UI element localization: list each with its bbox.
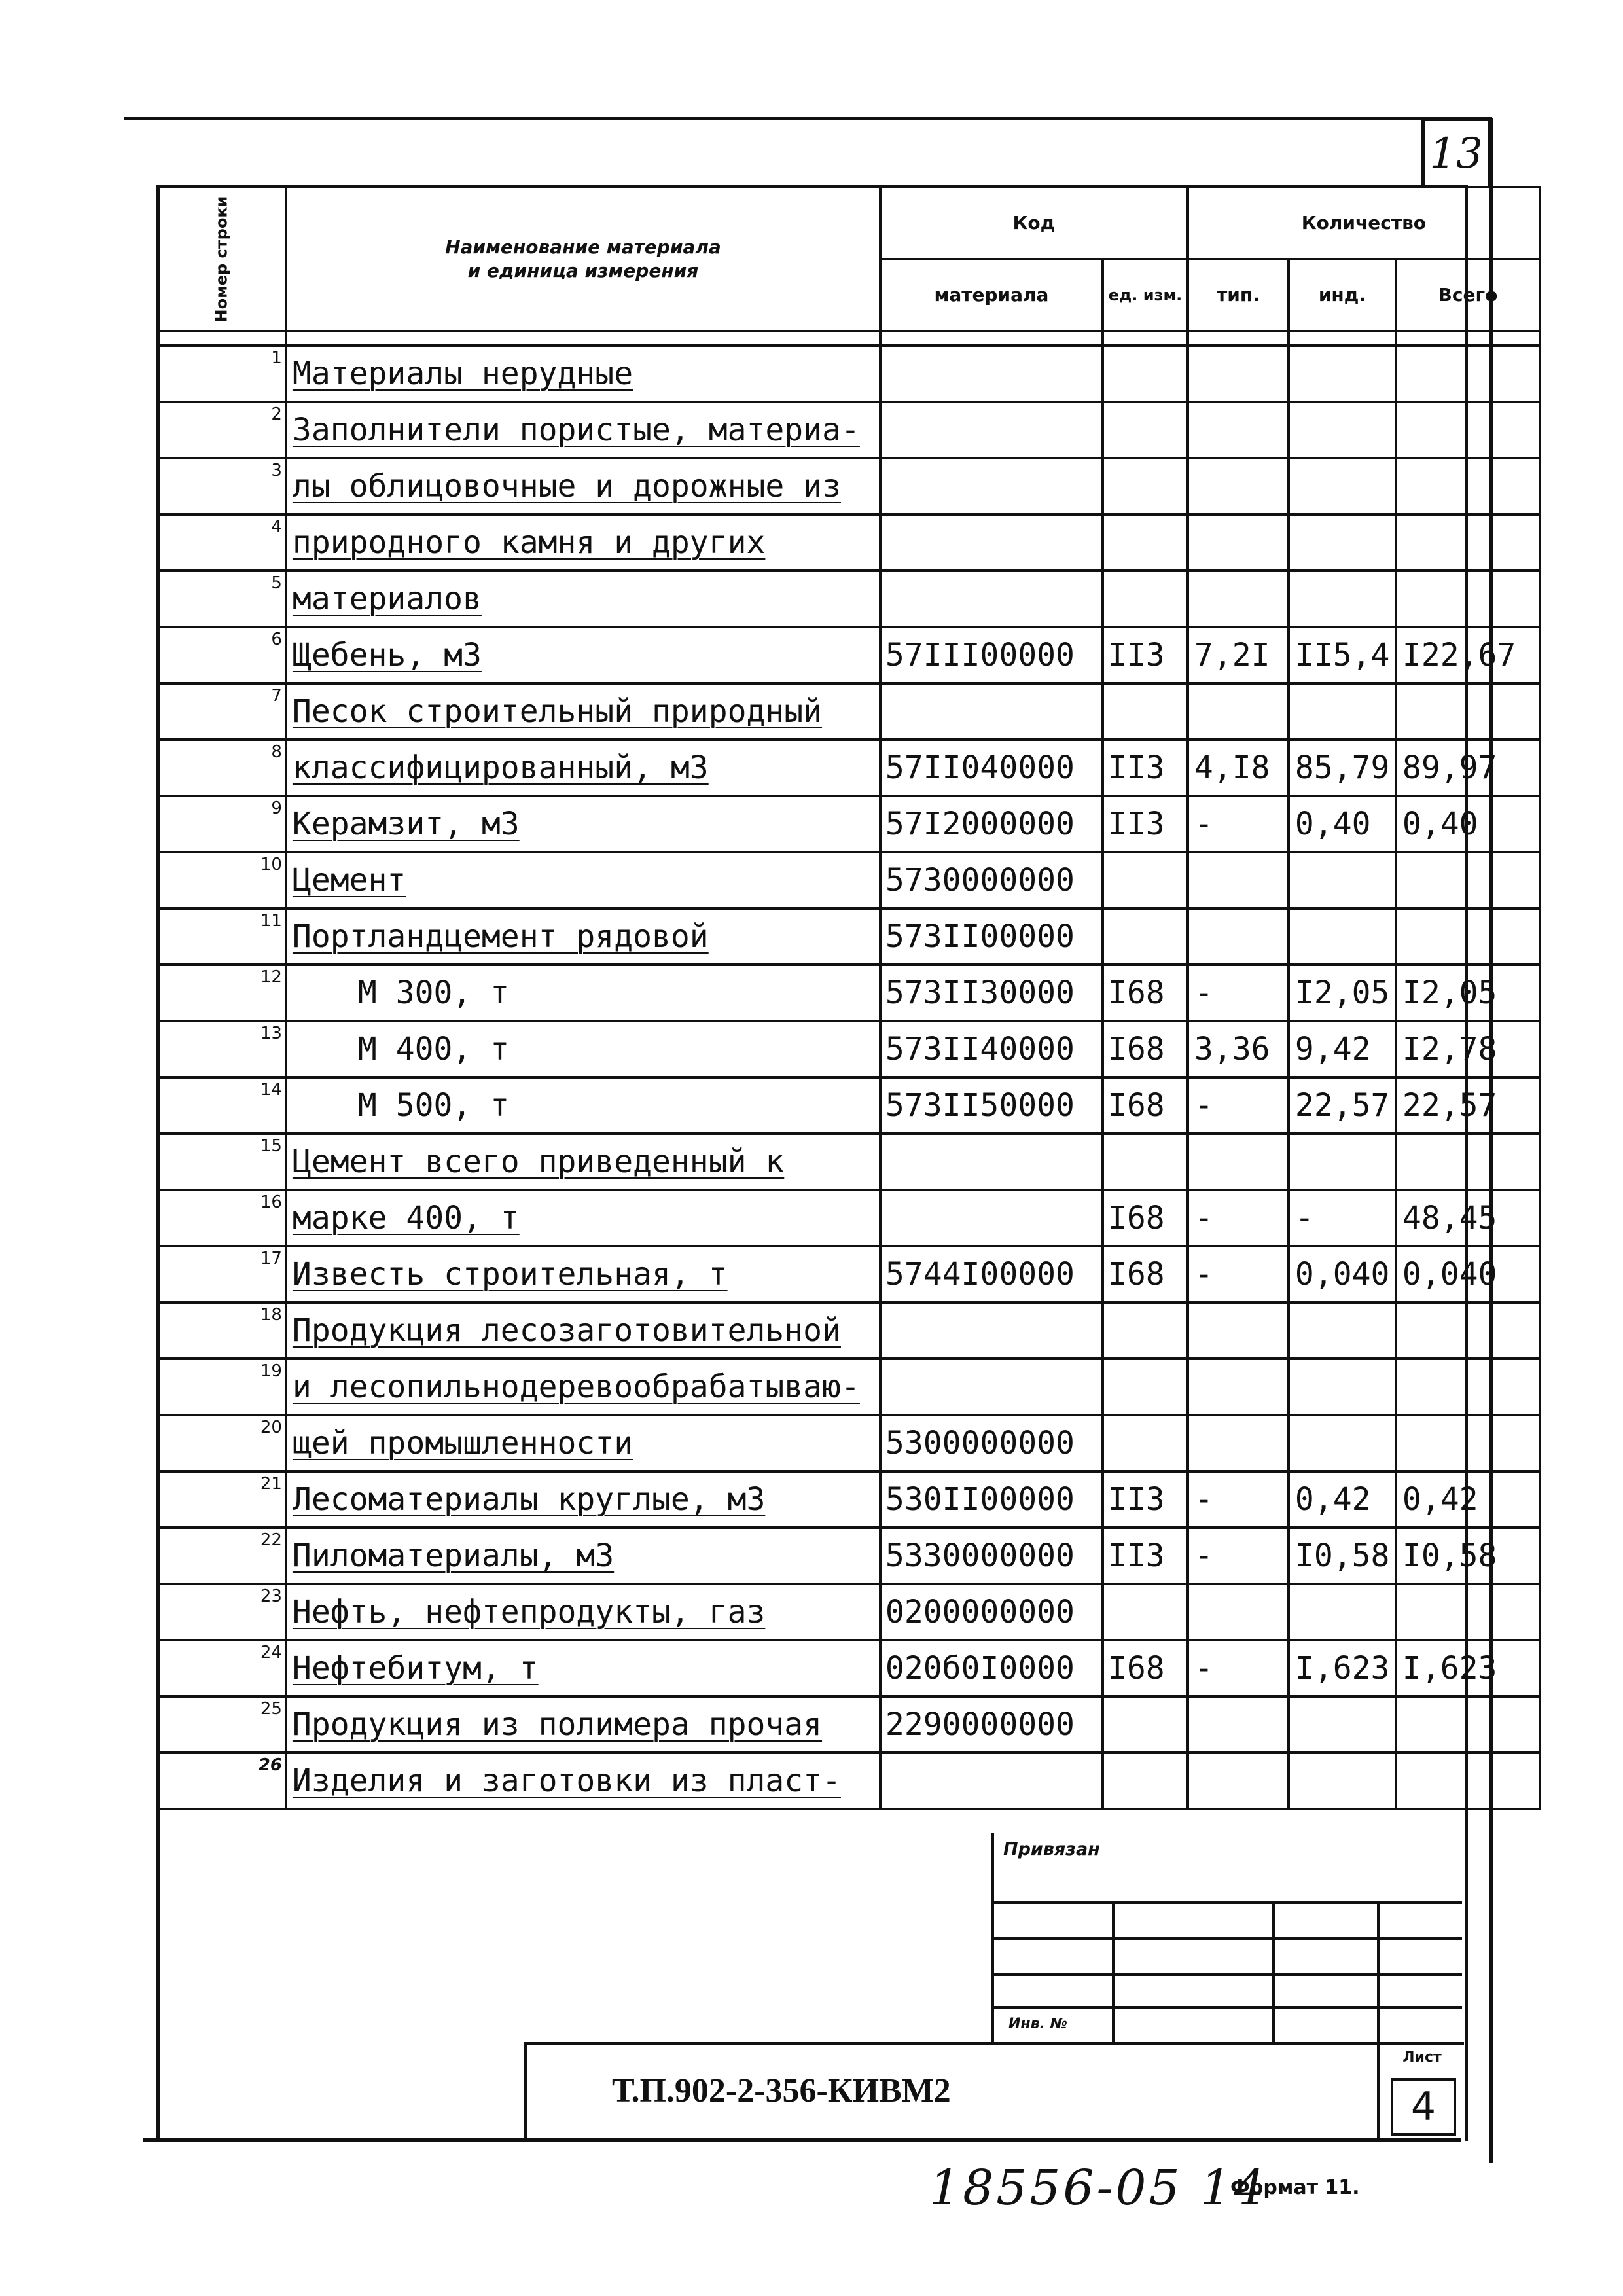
qty-typ: 4,I8 <box>1188 740 1289 796</box>
material-name: Цемент <box>286 852 880 908</box>
material-name: классифицированный, м3 <box>286 740 880 796</box>
qty-total <box>1396 1584 1540 1640</box>
row-number: 20 <box>157 1415 286 1471</box>
material-name: Портландцемент рядовой <box>286 908 880 965</box>
quantity-header: Количество <box>1188 187 1540 259</box>
unit-code: I68 <box>1103 1077 1188 1134</box>
inventory-number-label: Инв. № <box>1008 2016 1068 2032</box>
qty-total: 89,97 <box>1396 740 1540 796</box>
material-code: 573II30000 <box>880 965 1103 1021</box>
qty-typ <box>1188 458 1289 514</box>
material-name: природного камня и других <box>286 514 880 571</box>
header-spacer <box>157 331 1540 346</box>
qty-ind: 0,040 <box>1289 1246 1396 1302</box>
qty-total <box>1396 683 1540 740</box>
unit-code <box>1103 1584 1188 1640</box>
sheet-label: Лист <box>1402 2049 1442 2066</box>
material-name-header <box>286 187 880 331</box>
table-row <box>157 1471 1540 1528</box>
material-code: 5330000000 <box>880 1528 1103 1584</box>
material-name: Песок строительный природный <box>286 683 880 740</box>
qty-typ: - <box>1188 1471 1289 1528</box>
qty-total: 0,40 <box>1396 796 1540 852</box>
table-row <box>157 740 1540 796</box>
qty-typ: - <box>1188 1246 1289 1302</box>
material-name: Керамзит, м3 <box>286 796 880 852</box>
unit-code <box>1103 1415 1188 1471</box>
unit-code <box>1103 1134 1188 1190</box>
table-row <box>157 1528 1540 1584</box>
material-name: Цемент всего приведенный к <box>286 1134 880 1190</box>
material-code <box>880 571 1103 627</box>
material-code: 573II00000 <box>880 908 1103 965</box>
material-name: щей промышленности <box>286 1415 880 1471</box>
row-number: 21 <box>157 1471 286 1528</box>
unit-code <box>1103 1302 1188 1359</box>
table-row <box>157 796 1540 852</box>
unit-code: II3 <box>1103 796 1188 852</box>
material-code: 57III00000 <box>880 627 1103 683</box>
qty-typ <box>1188 1134 1289 1190</box>
row-number: 7 <box>157 683 286 740</box>
table-row <box>157 1753 1540 1809</box>
material-name: М 300, т <box>286 965 880 1021</box>
qty-total <box>1396 1696 1540 1753</box>
unit-code <box>1103 346 1188 402</box>
qty-ind: I2,05 <box>1289 965 1396 1021</box>
qty-ind: I0,58 <box>1289 1528 1396 1584</box>
qty-typ: - <box>1188 1640 1289 1696</box>
qty-typ <box>1188 571 1289 627</box>
qty-ind: 85,79 <box>1289 740 1396 796</box>
qty-total <box>1396 1134 1540 1190</box>
row-number: 1 <box>157 346 286 402</box>
material-code: 020б0I0000 <box>880 1640 1103 1696</box>
unit-code: I68 <box>1103 1246 1188 1302</box>
material-name: Известь строительная, т <box>286 1246 880 1302</box>
material-name: Изделия и заготовки из пласт- <box>286 1753 880 1809</box>
qty-total: I,623 <box>1396 1640 1540 1696</box>
page-number: 13 <box>1421 118 1491 187</box>
qty-total <box>1396 1359 1540 1415</box>
qty-total <box>1396 458 1540 514</box>
qty-typ <box>1188 683 1289 740</box>
sheet-box <box>1377 2045 1464 2141</box>
qty-ind: 0,42 <box>1289 1471 1396 1528</box>
unit-code: I68 <box>1103 1190 1188 1246</box>
qty-total-header: Всего <box>1396 259 1540 331</box>
unit-code: I68 <box>1103 1021 1188 1077</box>
qty-typ <box>1188 908 1289 965</box>
qty-total <box>1396 1415 1540 1471</box>
material-code <box>880 514 1103 571</box>
material-code: 0200000000 <box>880 1584 1103 1640</box>
material-code <box>880 402 1103 458</box>
row-number: 2 <box>157 402 286 458</box>
material-code <box>880 1190 1103 1246</box>
unit-code <box>1103 1696 1188 1753</box>
qty-typ <box>1188 852 1289 908</box>
material-name: лы облицовочные и дорожные из <box>286 458 880 514</box>
stamp-line-3 <box>994 1973 1462 1976</box>
qty-total: 0,42 <box>1396 1471 1540 1528</box>
row-number: 11 <box>157 908 286 965</box>
material-name: материалов <box>286 571 880 627</box>
row-number: 13 <box>157 1021 286 1077</box>
table-row <box>157 402 1540 458</box>
qty-ind <box>1289 402 1396 458</box>
material-code <box>880 683 1103 740</box>
stamp-vline-2 <box>1272 1901 1275 2042</box>
table-row <box>157 852 1540 908</box>
qty-typ <box>1188 1302 1289 1359</box>
unit-code <box>1103 852 1188 908</box>
qty-ind: 22,57 <box>1289 1077 1396 1134</box>
table-row <box>157 1246 1540 1302</box>
code-header: Код <box>880 187 1188 259</box>
material-name: и лесопильнодеревообрабатываю- <box>286 1359 880 1415</box>
table-row <box>157 1584 1540 1640</box>
qty-ind: - <box>1289 1190 1396 1246</box>
qty-typ <box>1188 1584 1289 1640</box>
qty-ind: 9,42 <box>1289 1021 1396 1077</box>
material-name-header-line2: и единица измерения <box>467 260 699 281</box>
material-code: 57I2000000 <box>880 796 1103 852</box>
material-code: 530II00000 <box>880 1471 1103 1528</box>
table-row <box>157 683 1540 740</box>
qty-ind <box>1289 514 1396 571</box>
qty-total: I22,67 <box>1396 627 1540 683</box>
qty-ind: 0,40 <box>1289 796 1396 852</box>
qty-ind-header: инд. <box>1289 259 1396 331</box>
qty-typ <box>1188 1359 1289 1415</box>
unit-code <box>1103 683 1188 740</box>
unit-code <box>1103 571 1188 627</box>
unit-code: II3 <box>1103 627 1188 683</box>
qty-typ: - <box>1188 796 1289 852</box>
stamp-vline-1 <box>1112 1901 1115 2042</box>
row-number: 8 <box>157 740 286 796</box>
handwritten-number: 18556-05 14 <box>929 2160 1268 2216</box>
qty-typ-header: тип. <box>1188 259 1289 331</box>
qty-ind <box>1289 1302 1396 1359</box>
qty-total <box>1396 402 1540 458</box>
qty-typ <box>1188 1415 1289 1471</box>
table-row <box>157 1696 1540 1753</box>
unit-code <box>1103 1753 1188 1809</box>
material-code <box>880 1134 1103 1190</box>
row-number-header <box>157 187 286 331</box>
qty-ind <box>1289 1696 1396 1753</box>
attachment-stamp <box>991 1833 1462 2042</box>
material-name: Продукция лесозаготовительной <box>286 1302 880 1359</box>
material-code: 573II40000 <box>880 1021 1103 1077</box>
qty-total <box>1396 1753 1540 1809</box>
row-number-header-label: Номер строки <box>212 196 231 323</box>
material-code <box>880 1359 1103 1415</box>
material-code <box>880 1753 1103 1809</box>
row-number: 25 <box>157 1696 286 1753</box>
table-row <box>157 1640 1540 1696</box>
table-row <box>157 1021 1540 1077</box>
unit-code <box>1103 1359 1188 1415</box>
header-row-1 <box>157 187 1540 259</box>
row-number: 12 <box>157 965 286 1021</box>
material-name: М 400, т <box>286 1021 880 1077</box>
qty-ind: II5,4 <box>1289 627 1396 683</box>
row-number: 14 <box>157 1077 286 1134</box>
table-row <box>157 1302 1540 1359</box>
qty-total <box>1396 852 1540 908</box>
material-name: Продукция из полимера прочая <box>286 1696 880 1753</box>
qty-typ <box>1188 514 1289 571</box>
unit-code: II3 <box>1103 1471 1188 1528</box>
qty-typ: 3,36 <box>1188 1021 1289 1077</box>
qty-ind: I,623 <box>1289 1640 1396 1696</box>
material-name: Щебень, м3 <box>286 627 880 683</box>
table-row <box>157 627 1540 683</box>
table-row <box>157 458 1540 514</box>
table-row <box>157 908 1540 965</box>
qty-total <box>1396 571 1540 627</box>
qty-ind <box>1289 1584 1396 1640</box>
stamp-line-4 <box>994 2006 1462 2009</box>
unit-code <box>1103 402 1188 458</box>
qty-ind <box>1289 1753 1396 1809</box>
qty-ind <box>1289 346 1396 402</box>
row-number: 18 <box>157 1302 286 1359</box>
qty-total: 0,040 <box>1396 1246 1540 1302</box>
qty-total: 48,45 <box>1396 1190 1540 1246</box>
row-number: 23 <box>157 1584 286 1640</box>
material-name: Нефть, нефтепродукты, газ <box>286 1584 880 1640</box>
qty-ind <box>1289 852 1396 908</box>
row-number: 15 <box>157 1134 286 1190</box>
qty-ind <box>1289 683 1396 740</box>
row-number: 16 <box>157 1190 286 1246</box>
material-name: М 500, т <box>286 1077 880 1134</box>
stamp-line-2 <box>994 1937 1462 1940</box>
table-row <box>157 965 1540 1021</box>
qty-total: 22,57 <box>1396 1077 1540 1134</box>
row-number: 17 <box>157 1246 286 1302</box>
material-name: Материалы нерудные <box>286 346 880 402</box>
row-number: 19 <box>157 1359 286 1415</box>
bottom-rule <box>143 2138 1461 2142</box>
material-code <box>880 1302 1103 1359</box>
material-code: 5300000000 <box>880 1415 1103 1471</box>
material-code: 5730000000 <box>880 852 1103 908</box>
row-number: 26 <box>157 1753 286 1809</box>
qty-total: I2,05 <box>1396 965 1540 1021</box>
material-code: 2290000000 <box>880 1696 1103 1753</box>
qty-typ: 7,2I <box>1188 627 1289 683</box>
unit-code: II3 <box>1103 1528 1188 1584</box>
document-number: Т.П.902-2-356-КИВМ2 <box>612 2072 951 2109</box>
qty-typ <box>1188 402 1289 458</box>
unit-code <box>1103 458 1188 514</box>
qty-ind <box>1289 1359 1396 1415</box>
material-code <box>880 458 1103 514</box>
attached-label: Привязан <box>1003 1839 1100 1859</box>
row-number: 9 <box>157 796 286 852</box>
row-number: 4 <box>157 514 286 571</box>
stamp-vline-3 <box>1377 1901 1380 2042</box>
table-row <box>157 1415 1540 1471</box>
material-name-header-line1: Наименование материала <box>445 236 721 258</box>
top-rule <box>124 117 1492 120</box>
table-row <box>157 1359 1540 1415</box>
row-number: 10 <box>157 852 286 908</box>
unit-code: I68 <box>1103 1640 1188 1696</box>
qty-total: I0,58 <box>1396 1528 1540 1584</box>
qty-typ <box>1188 1696 1289 1753</box>
row-number: 22 <box>157 1528 286 1584</box>
table-row <box>157 346 1540 402</box>
qty-ind <box>1289 571 1396 627</box>
qty-total <box>1396 514 1540 571</box>
row-number: 24 <box>157 1640 286 1696</box>
format-label: Формат 11. <box>1230 2176 1360 2199</box>
stamp-line-1 <box>994 1901 1462 1904</box>
table-row <box>157 1134 1540 1190</box>
qty-typ: - <box>1188 1077 1289 1134</box>
row-number: 3 <box>157 458 286 514</box>
materials-table <box>156 186 1541 1810</box>
unit-code: II3 <box>1103 740 1188 796</box>
row-number: 5 <box>157 571 286 627</box>
material-code: 57II040000 <box>880 740 1103 796</box>
title-block <box>524 2042 1464 2141</box>
qty-typ <box>1188 346 1289 402</box>
qty-ind <box>1289 1415 1396 1471</box>
unit-code <box>1103 908 1188 965</box>
code-material-header: материала <box>880 259 1103 331</box>
row-number: 6 <box>157 627 286 683</box>
material-code <box>880 346 1103 402</box>
material-code: 573II50000 <box>880 1077 1103 1134</box>
table-row <box>157 571 1540 627</box>
material-name: Нефтебитум, т <box>286 1640 880 1696</box>
unit-code: I68 <box>1103 965 1188 1021</box>
material-name: марке 400, т <box>286 1190 880 1246</box>
qty-total: I2,78 <box>1396 1021 1540 1077</box>
qty-total <box>1396 908 1540 965</box>
material-name: Лесоматериалы круглые, м3 <box>286 1471 880 1528</box>
qty-total <box>1396 1302 1540 1359</box>
qty-typ: - <box>1188 1528 1289 1584</box>
sheet-number: 4 <box>1391 2078 1456 2136</box>
code-unit-header: ед. изм. <box>1103 259 1188 331</box>
table-row <box>157 514 1540 571</box>
qty-ind <box>1289 1134 1396 1190</box>
qty-typ <box>1188 1753 1289 1809</box>
table-row <box>157 1190 1540 1246</box>
table-row <box>157 1077 1540 1134</box>
material-name: Пиломатериалы, м3 <box>286 1528 880 1584</box>
qty-ind <box>1289 458 1396 514</box>
qty-ind <box>1289 908 1396 965</box>
qty-typ: - <box>1188 1190 1289 1246</box>
material-name: Заполнители пористые, материа- <box>286 402 880 458</box>
qty-typ: - <box>1188 965 1289 1021</box>
unit-code <box>1103 514 1188 571</box>
qty-total <box>1396 346 1540 402</box>
material-code: 5744I00000 <box>880 1246 1103 1302</box>
